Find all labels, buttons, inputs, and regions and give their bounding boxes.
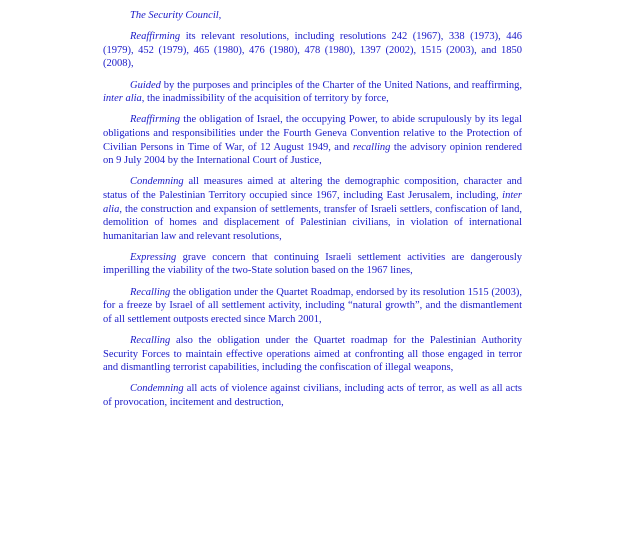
paragraph-lead-verb: Recalling (130, 335, 171, 347)
paragraph-lead-verb: Recalling (130, 286, 171, 298)
paragraph-lead-verb: Condemning (130, 176, 184, 188)
paragraph-text: the obligation under the Quartet Roadmap, endorsed by its resolution 1515 (2003), for a freeze by Israel of all settlement activity, including “natural growth”, and the dismantlement of all settlement outposts erected since March 2001, (103, 286, 522, 325)
paragraph-text: the obligation of Israel, the occupying Power, to abide scrupulously by its legal obligations and responsibilities under the Fourth Geneva Convention relative to the Protection of Civilian Persons in Time of War, of 12 August 1949, and (103, 114, 522, 153)
paragraph-text: , the construction and expansion of settlements, transfer of Israeli settlers, confiscation of land, demolition of homes and displacement of Palestinian civilians, in violation of international humanitarian law and relevant resolutions, (103, 203, 522, 242)
paragraph-text: its relevant resolutions, including resolutions 242 (1967), 338 (1973), 446 (1979), 452 (1979), 465 (1980), 476 (1980), 478 (1980), 1397 (2002), 1515 (2003), and 1850 (2008), (103, 31, 522, 70)
resolution-text (103, 9, 522, 417)
preamble-paragraph-4 (103, 175, 522, 243)
preamble-paragraph-7 (103, 334, 522, 375)
paragraph-lead-verb: Condemning (130, 383, 184, 395)
preamble-paragraph-6 (103, 286, 522, 327)
latin-phrase: inter alia (103, 93, 142, 105)
paragraph-text: all acts of violence against civilians, including acts of terror, as well as all acts of provocation, incitement and destruction, (103, 383, 522, 408)
paragraph-text: all measures aimed at altering the demographic composition, character and status of the Palestinian Territory occupied since 1967, including East Jerusalem, including, (103, 176, 522, 201)
latin-phrase: inter alia (103, 189, 522, 215)
paragraph-lead-verb: Guided (130, 79, 161, 91)
paragraph-lead-verb: Reaffirming (130, 114, 181, 126)
preamble-paragraph-3 (103, 113, 522, 167)
paragraph-text: also the obligation under the Quartet roadmap for the Palestinian Authority Security Forces to maintain effective operations aimed at confronting all those engaged in terror and dismantling terrorist capabilities, including the confiscation of illegal weapons, (103, 335, 522, 374)
preamble-paragraph-2 (103, 79, 522, 106)
paragraph-text: grave concern that continuing Israeli settlement activities are dangerously imperilling the viability of the two-State solution based on the 1967 lines, (103, 251, 522, 277)
preamble-paragraph-5 (103, 251, 522, 278)
paragraph-text: , the inadmissibility of the acquisition of territory by force, (141, 93, 389, 105)
preamble-paragraph-1 (103, 30, 522, 71)
paragraph-text: the advisory opinion rendered on 9 July 2004 by the International Court of Justice, (103, 141, 523, 167)
paragraph-lead-verb: Reaffirming (130, 31, 181, 43)
preamble-paragraph-8 (103, 382, 522, 409)
document-heading: The Security Council, (130, 10, 222, 21)
paragraph-text: by the purposes and principles of the Charter of the United Nations, and reaffirming, (160, 79, 522, 91)
emphasis-word: recalling (352, 141, 391, 153)
paragraph-lead-verb: Expressing (130, 251, 177, 263)
